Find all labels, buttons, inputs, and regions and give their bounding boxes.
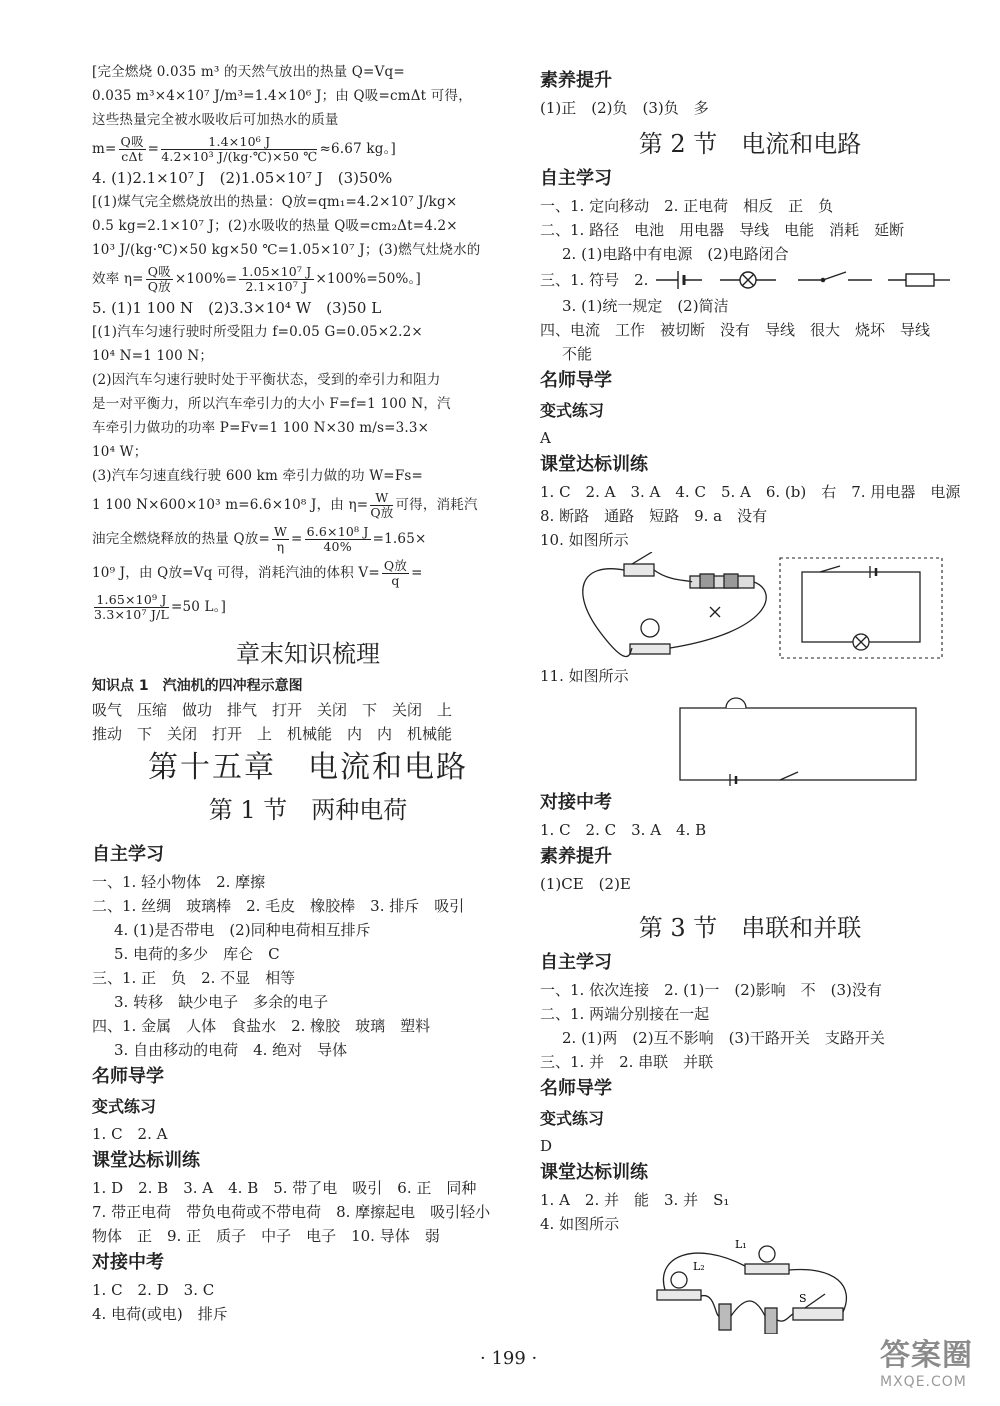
- bulb: [671, 1272, 687, 1288]
- fraction: [305, 525, 371, 554]
- heading: 课堂达标训练: [540, 454, 648, 475]
- answer-line: 2. (1)电路中有电源 (2)电路闭合: [562, 245, 789, 263]
- answer-line: 1. A 2. 并 能 3. 并 S₁: [540, 1191, 730, 1209]
- formula-text: ×100%=: [174, 271, 238, 287]
- switch-base: [624, 564, 654, 576]
- knowledge-point: 知识点 1 汽油机的四冲程示意图: [92, 678, 303, 694]
- answer-line: 4. (1)是否带电 (2)同种电荷相互排斥: [114, 921, 371, 939]
- formula-text: 1 100 N×600×10³ m=6.6×10⁸ J，由 η=: [92, 497, 369, 513]
- heading: 自主学习: [540, 168, 612, 189]
- question-4: [92, 166, 524, 296]
- answer-line: 3. 自由移动的电荷 4. 绝对 导体: [114, 1041, 348, 1059]
- watermark-logo: [880, 1330, 973, 1390]
- answer-line: 物体 正 9. 正 质子 中子 电子 10. 导体 弱: [92, 1227, 440, 1245]
- subheading: 变式练习: [92, 1097, 157, 1116]
- numerator: W: [370, 491, 393, 506]
- answer-line: 3. 转移 缺少电子 多余的电子: [114, 993, 329, 1011]
- numerator: 1.05×10⁷ J: [241, 263, 312, 279]
- numerator: W: [273, 523, 288, 539]
- answer-line: 推动 下 关闭 打开 上 机械能 内 内 机械能: [92, 725, 453, 743]
- heading: 素养提升: [540, 70, 612, 91]
- answer-line: 1. D 2. B 3. A 4. B 5. 带了电 吸引 6. 正 同种: [92, 1179, 477, 1197]
- text-line: [(1)汽车匀速行驶时所受阻力 f=0.05 G=0.05×2.2×: [92, 324, 423, 340]
- symbols-line: [540, 266, 960, 294]
- text-line: 10³ J/(kg·℃)×50 kg×50 ℃=1.05×10⁷ J；(3)燃气灶烧水的: [92, 242, 481, 258]
- fraction: [119, 135, 146, 164]
- formula-text: 油完全燃烧释放的热量 Q放=: [92, 531, 270, 547]
- numerator: 1.65×10⁹ J: [94, 593, 169, 608]
- formula-text: =: [291, 531, 303, 547]
- heading: 对接中考: [92, 1252, 164, 1273]
- fraction: [272, 525, 289, 554]
- answer-line: 4. 如图所示: [540, 1215, 620, 1233]
- formula-text: 可得，消耗汽: [395, 497, 478, 513]
- circuit-figure-10: [540, 552, 950, 664]
- fraction: [239, 265, 313, 294]
- denominator: η: [276, 538, 285, 554]
- fraction: [94, 593, 169, 622]
- switch-lever: [632, 552, 652, 564]
- heading: 对接中考: [540, 792, 612, 813]
- denominator: 3.3×10⁷ J/L: [94, 606, 169, 622]
- answer-line: 11. 如图所示: [540, 667, 629, 685]
- heading: 素养提升: [540, 846, 612, 867]
- chapter-title: 第十五章 电流和电路: [148, 750, 468, 785]
- heading: 名师导学: [540, 370, 612, 391]
- answer-line: 四、1. 金属 人体 食盐水 2. 橡胶 玻璃 塑料: [92, 1017, 431, 1035]
- denominator: 2.1×10⁷ J: [245, 278, 308, 294]
- bulb: [641, 619, 659, 637]
- answer-line: 4. 电荷(或电) 排斥: [92, 1305, 228, 1323]
- section-title: 第 1 节 两种电荷: [208, 796, 408, 824]
- bulb-base: [630, 644, 670, 654]
- answer-line: D: [540, 1137, 553, 1155]
- denominator: q: [391, 572, 400, 588]
- answer-line: 1. C 2. D 3. C: [92, 1281, 215, 1299]
- denominator: 4.2×10³ J/(kg·℃)×50 ℃: [161, 148, 318, 164]
- formula-line: [92, 488, 524, 522]
- answer-line: (1)正 (2)负 (3)负 多: [540, 99, 709, 117]
- answer-line: 一、1. 定向移动 2. 正电荷 相反 正 负: [540, 197, 834, 215]
- text-line: [(1)煤气完全燃烧放出的热量：Q放=qm₁=4.2×10⁷ J/kg×: [92, 194, 458, 210]
- answer-line: 四、电流 工作 被切断 没有 导线 很大 烧坏 导线: [540, 321, 931, 339]
- answer-line: 1. C 2. A 3. A 4. C 5. A 6. (b) 右 7. 用电器 电源: [540, 483, 961, 501]
- label-s: S: [799, 1292, 807, 1305]
- formula-text: =: [147, 141, 160, 157]
- text-line: 是一对平衡力，所以汽车牵引力的大小 F=f=1 100 N，汽: [92, 396, 451, 412]
- subheading: 变式练习: [540, 401, 605, 420]
- text-line: (2)因汽车匀速行驶时处于平衡状态，受到的牵引力和阻力: [92, 372, 441, 388]
- denominator: Q放: [370, 504, 394, 520]
- page-number: · 199 ·: [480, 1348, 538, 1369]
- prev-solution: [92, 60, 524, 166]
- label-l1: L₁: [735, 1238, 747, 1251]
- fraction: [146, 265, 173, 294]
- answer-line: (1)CE (2)E: [540, 875, 631, 893]
- answer-line: 三、1. 并 2. 串联 并联: [540, 1053, 714, 1071]
- formula-text: 效率 η=: [92, 271, 144, 287]
- text-line: 10⁴ N=1 100 N；: [92, 348, 214, 364]
- answer-line: 二、1. 路径 电池 用电器 导线 电能 消耗 延断: [540, 221, 905, 239]
- heading: 课堂达标训练: [92, 1150, 200, 1171]
- denominator: 40%: [323, 538, 352, 554]
- formula-line: [92, 556, 524, 590]
- right-column: [540, 66, 960, 1334]
- text-line: 0.035 m³×4×10⁷ J/m³=1.4×10⁶ J；由 Q吸=cmΔt 可得，: [92, 88, 472, 104]
- circuit-symbols: [652, 268, 952, 292]
- answer-line: 2. (1)两 (2)互不影响 (3)干路开关 支路开关: [562, 1029, 885, 1047]
- answer-line: 三、1. 正 负 2. 不显 相等: [92, 969, 296, 987]
- label-l2: L₂: [693, 1260, 705, 1273]
- numerator: Q吸: [147, 263, 171, 279]
- text-line: 车牵引力做功的功率 P=Fv=1 100 N×30 m/s=3.3×: [92, 420, 430, 436]
- formula-text: 10⁹ J，由 Q放=Vq 可得，消耗汽油的体积 V=: [92, 565, 380, 581]
- formula-text: ×100%=50%。]: [315, 271, 421, 287]
- fraction: [161, 135, 317, 164]
- answer-line: 一、1. 依次连接 2. (1)一 (2)影响 不 (3)没有: [540, 981, 882, 999]
- answer-line: 5. (1)1 100 N (2)3.3×10⁴ W (3)50 L: [92, 299, 382, 317]
- text-line: 10⁴ W；: [92, 444, 148, 460]
- fraction: [370, 491, 393, 520]
- answer-line: 3. (1)统一规定 (2)简洁: [562, 297, 729, 315]
- denominator: cΔt: [121, 148, 143, 164]
- heading: 自主学习: [540, 952, 612, 973]
- answer-text: 三、1. 符号 2.: [540, 271, 649, 289]
- formula-text: ≈6.67 kg。]: [319, 141, 396, 157]
- text-line: 这些热量完全被水吸收后可加热水的质量: [92, 112, 339, 128]
- bulb: [759, 1246, 775, 1262]
- heading: 课堂达标训练: [540, 1162, 648, 1183]
- formula-line: [92, 590, 524, 624]
- answer-line: 不能: [562, 345, 593, 363]
- formula-line: [92, 132, 524, 166]
- answer-line: 10. 如图所示: [540, 531, 629, 549]
- answer-line: 8. 断路 通路 短路 9. a 没有: [540, 507, 768, 525]
- answer-line: 一、1. 轻小物体 2. 摩擦: [92, 873, 266, 891]
- formula-text: m=: [92, 141, 117, 157]
- watermark-url: MXQE.COM: [880, 1374, 967, 1390]
- answer-line: A: [540, 429, 551, 447]
- circuit-figure-parallel: [655, 1236, 885, 1334]
- numerator: Q放: [383, 557, 408, 573]
- heading: 自主学习: [92, 844, 164, 865]
- formula-text: =50 L。]: [170, 599, 227, 615]
- formula-text: =1.65×: [372, 531, 427, 547]
- answer-line: 4. (1)2.1×10⁷ J (2)1.05×10⁷ J (3)50%: [92, 169, 393, 187]
- summary-title: 章末知识梳理: [236, 640, 380, 668]
- left-column: [92, 60, 524, 1326]
- answer-line: 1. C 2. C 3. A 4. B: [540, 821, 707, 839]
- formula-text: =: [411, 565, 423, 581]
- answer-line: 1. C 2. A: [92, 1125, 168, 1143]
- heading: 名师导学: [92, 1066, 164, 1087]
- text-line: [完全燃烧 0.035 m³ 的天然气放出的热量 Q=Vq=: [92, 64, 405, 80]
- formula-line: [92, 522, 524, 556]
- answer-line: 二、1. 丝绸 玻璃棒 2. 毛皮 橡胶棒 3. 排斥 吸引: [92, 897, 465, 915]
- question-5: [92, 296, 524, 624]
- text-line: (3)汽车匀速直线行驶 600 km 牵引力做的功 W=Fs=: [92, 468, 424, 484]
- denominator: Q放: [147, 278, 171, 294]
- text-line: 0.5 kg=2.1×10⁷ J；(2)水吸收的热量 Q吸=cm₂Δt=4.2×: [92, 218, 458, 234]
- numerator: 6.6×10⁸ J: [306, 523, 369, 539]
- answer-line: 7. 带正电荷 带负电荷或不带电荷 8. 摩擦起电 吸引轻小: [92, 1203, 491, 1221]
- numerator: 1.4×10⁶ J: [161, 135, 317, 150]
- fraction: [382, 559, 409, 588]
- watermark-text: 答案圈: [880, 1338, 973, 1373]
- heading: 名师导学: [540, 1078, 612, 1099]
- answer-line: 二、1. 两端分别接在一起: [540, 1005, 710, 1023]
- answer-line: 5. 电荷的多少 库仑 C: [114, 945, 280, 963]
- section-title: 第 3 节 串联和并联: [638, 914, 862, 942]
- numerator: Q吸: [120, 133, 144, 149]
- section-title: 第 2 节 电流和电路: [638, 130, 862, 158]
- formula-line: [92, 262, 524, 296]
- circuit-figure-11: [670, 688, 930, 788]
- answer-line: 吸气 压缩 做功 排气 打开 关闭 下 关闭 上: [92, 701, 453, 719]
- subheading: 变式练习: [540, 1109, 605, 1128]
